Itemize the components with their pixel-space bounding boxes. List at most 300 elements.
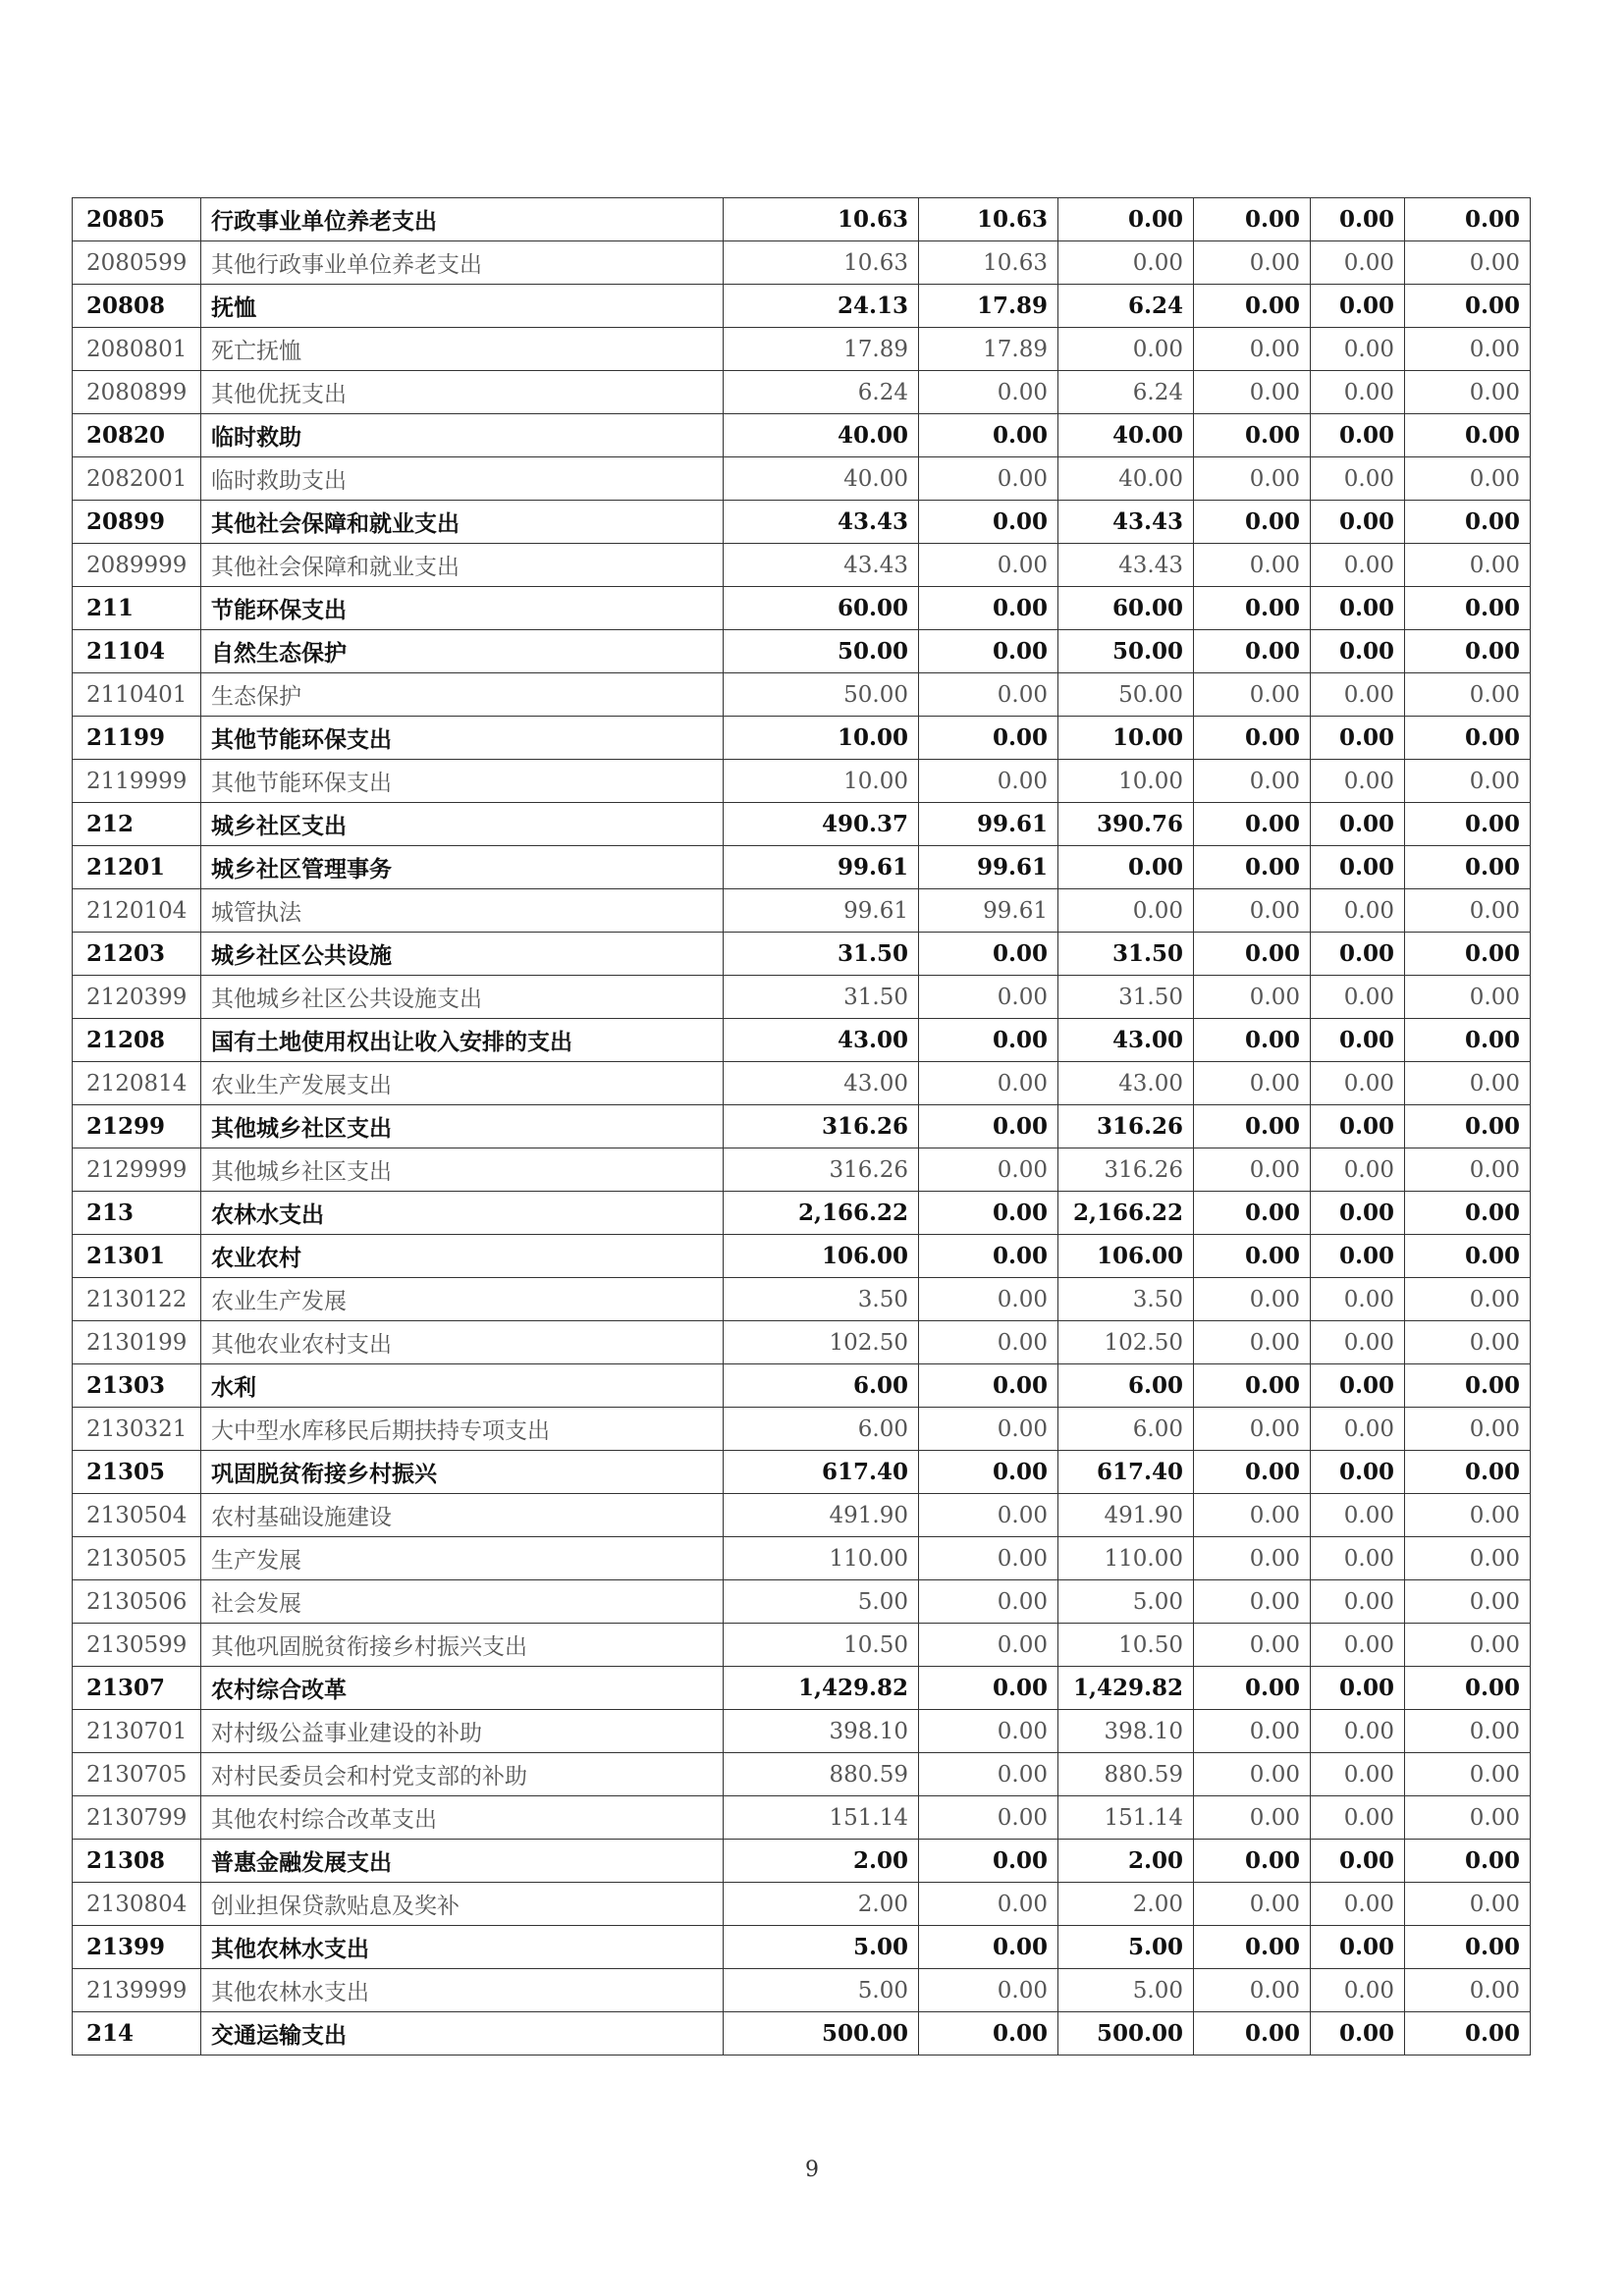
code-cell: 2130701 (73, 1710, 201, 1753)
amount-cell: 0.00 (1311, 457, 1405, 501)
amount-cell: 0.00 (1311, 328, 1405, 371)
amount-cell: 0.00 (1405, 760, 1531, 803)
amount-cell: 0.00 (1194, 457, 1311, 501)
code-cell: 2130599 (73, 1624, 201, 1667)
amount-cell: 316.26 (724, 1105, 919, 1148)
amount-cell: 40.00 (724, 457, 919, 501)
amount-cell: 0.00 (1194, 1408, 1311, 1451)
amount-cell: 0.00 (1405, 803, 1531, 846)
amount-cell: 0.00 (919, 1148, 1058, 1192)
amount-cell: 31.50 (1058, 933, 1194, 976)
table-row (73, 587, 1531, 630)
amount-cell: 0.00 (919, 1580, 1058, 1624)
amount-cell: 40.00 (1058, 414, 1194, 457)
amount-cell: 0.00 (919, 1062, 1058, 1105)
amount-cell: 0.00 (1405, 976, 1531, 1019)
amount-cell: 0.00 (1311, 1537, 1405, 1580)
amount-cell: 0.00 (1405, 1364, 1531, 1408)
amount-cell: 500.00 (1058, 2012, 1194, 2056)
table-row (73, 1235, 1531, 1278)
amount-cell: 0.00 (1311, 2012, 1405, 2056)
name-cell: 其他节能环保支出 (201, 717, 724, 760)
amount-cell: 10.00 (1058, 717, 1194, 760)
amount-cell: 6.24 (724, 371, 919, 414)
amount-cell: 151.14 (1058, 1796, 1194, 1840)
name-cell: 农林水支出 (201, 1192, 724, 1235)
name-cell: 农业生产发展支出 (201, 1062, 724, 1105)
amount-cell: 0.00 (1405, 1494, 1531, 1537)
amount-cell: 0.00 (919, 1796, 1058, 1840)
amount-cell: 398.10 (724, 1710, 919, 1753)
amount-cell: 0.00 (1194, 1451, 1311, 1494)
name-cell: 临时救助 (201, 414, 724, 457)
code-cell: 2139999 (73, 1969, 201, 2012)
table-row (73, 630, 1531, 673)
amount-cell: 0.00 (1058, 889, 1194, 933)
code-cell: 2080599 (73, 241, 201, 285)
amount-cell: 0.00 (919, 1364, 1058, 1408)
table-row (73, 198, 1531, 241)
amount-cell: 0.00 (1405, 2012, 1531, 2056)
amount-cell: 0.00 (1194, 544, 1311, 587)
code-cell: 2089999 (73, 544, 201, 587)
amount-cell: 0.00 (1311, 1494, 1405, 1537)
amount-cell: 0.00 (1405, 1192, 1531, 1235)
amount-cell: 0.00 (1194, 673, 1311, 717)
amount-cell: 0.00 (1194, 198, 1311, 241)
amount-cell: 0.00 (919, 976, 1058, 1019)
amount-cell: 500.00 (724, 2012, 919, 2056)
table-row (73, 1624, 1531, 1667)
amount-cell: 31.50 (724, 933, 919, 976)
code-cell: 2130122 (73, 1278, 201, 1321)
amount-cell: 0.00 (919, 760, 1058, 803)
amount-cell: 0.00 (1311, 1408, 1405, 1451)
amount-cell: 0.00 (1405, 1840, 1531, 1883)
amount-cell: 0.00 (1194, 1840, 1311, 1883)
amount-cell: 0.00 (1405, 414, 1531, 457)
code-cell: 213 (73, 1192, 201, 1235)
amount-cell: 0.00 (919, 414, 1058, 457)
amount-cell: 0.00 (1311, 933, 1405, 976)
amount-cell: 0.00 (919, 1408, 1058, 1451)
name-cell: 临时救助支出 (201, 457, 724, 501)
amount-cell: 0.00 (919, 1321, 1058, 1364)
amount-cell: 0.00 (1311, 285, 1405, 328)
code-cell: 2082001 (73, 457, 201, 501)
amount-cell: 5.00 (724, 1969, 919, 2012)
amount-cell: 0.00 (1405, 1062, 1531, 1105)
code-cell: 21208 (73, 1019, 201, 1062)
table-row (73, 501, 1531, 544)
amount-cell: 0.00 (1194, 501, 1311, 544)
amount-cell: 0.00 (1311, 673, 1405, 717)
amount-cell: 0.00 (1405, 241, 1531, 285)
amount-cell: 99.61 (919, 803, 1058, 846)
amount-cell: 0.00 (1405, 1883, 1531, 1926)
budget-table (72, 197, 1531, 2056)
amount-cell: 0.00 (1194, 1321, 1311, 1364)
amount-cell: 0.00 (1194, 803, 1311, 846)
amount-cell: 0.00 (1311, 1364, 1405, 1408)
amount-cell: 0.00 (1194, 328, 1311, 371)
amount-cell: 0.00 (1194, 1667, 1311, 1710)
amount-cell: 1,429.82 (1058, 1667, 1194, 1710)
amount-cell: 50.00 (724, 673, 919, 717)
name-cell: 其他巩固脱贫衔接乡村振兴支出 (201, 1624, 724, 1667)
amount-cell: 0.00 (1311, 1883, 1405, 1926)
amount-cell: 0.00 (919, 1969, 1058, 2012)
amount-cell: 2.00 (724, 1840, 919, 1883)
code-cell: 2130506 (73, 1580, 201, 1624)
amount-cell: 43.00 (1058, 1062, 1194, 1105)
amount-cell: 0.00 (1311, 1926, 1405, 1969)
table-row (73, 1494, 1531, 1537)
table-row (73, 1926, 1531, 1969)
amount-cell: 0.00 (1311, 717, 1405, 760)
name-cell: 城乡社区管理事务 (201, 846, 724, 889)
amount-cell: 3.50 (1058, 1278, 1194, 1321)
amount-cell: 0.00 (1405, 371, 1531, 414)
table-row (73, 803, 1531, 846)
amount-cell: 491.90 (1058, 1494, 1194, 1537)
amount-cell: 0.00 (1194, 1148, 1311, 1192)
amount-cell: 0.00 (1311, 1278, 1405, 1321)
name-cell: 其他优抚支出 (201, 371, 724, 414)
amount-cell: 0.00 (919, 1537, 1058, 1580)
amount-cell: 0.00 (1311, 1019, 1405, 1062)
amount-cell: 17.89 (919, 328, 1058, 371)
amount-cell: 151.14 (724, 1796, 919, 1840)
amount-cell: 17.89 (724, 328, 919, 371)
amount-cell: 10.63 (724, 241, 919, 285)
code-cell: 212 (73, 803, 201, 846)
name-cell: 其他农业农村支出 (201, 1321, 724, 1364)
amount-cell: 0.00 (1405, 1624, 1531, 1667)
amount-cell: 0.00 (1194, 1062, 1311, 1105)
table-row (73, 1148, 1531, 1192)
table-row (73, 1192, 1531, 1235)
amount-cell: 0.00 (1194, 1105, 1311, 1148)
amount-cell: 102.50 (1058, 1321, 1194, 1364)
amount-cell: 0.00 (1311, 198, 1405, 241)
amount-cell: 0.00 (1311, 241, 1405, 285)
amount-cell: 0.00 (1405, 933, 1531, 976)
code-cell: 21201 (73, 846, 201, 889)
amount-cell: 40.00 (724, 414, 919, 457)
name-cell: 水利 (201, 1364, 724, 1408)
table-row (73, 457, 1531, 501)
amount-cell: 10.50 (724, 1624, 919, 1667)
amount-cell: 10.50 (1058, 1624, 1194, 1667)
table-row (73, 1883, 1531, 1926)
code-cell: 21307 (73, 1667, 201, 1710)
name-cell: 农村综合改革 (201, 1667, 724, 1710)
table-row (73, 717, 1531, 760)
amount-cell: 316.26 (1058, 1105, 1194, 1148)
amount-cell: 40.00 (1058, 457, 1194, 501)
code-cell: 214 (73, 2012, 201, 2056)
amount-cell: 0.00 (1194, 2012, 1311, 2056)
amount-cell: 880.59 (1058, 1753, 1194, 1796)
amount-cell: 0.00 (1194, 1796, 1311, 1840)
amount-cell: 0.00 (1194, 1624, 1311, 1667)
code-cell: 2080801 (73, 328, 201, 371)
code-cell: 20808 (73, 285, 201, 328)
table-row (73, 1321, 1531, 1364)
amount-cell: 43.00 (724, 1062, 919, 1105)
code-cell: 21305 (73, 1451, 201, 1494)
name-cell: 社会发展 (201, 1580, 724, 1624)
amount-cell: 0.00 (1311, 1235, 1405, 1278)
amount-cell: 10.00 (724, 717, 919, 760)
table-body (73, 198, 1531, 2056)
table-row (73, 1278, 1531, 1321)
table-row (73, 976, 1531, 1019)
amount-cell: 0.00 (1194, 1537, 1311, 1580)
code-cell: 2130321 (73, 1408, 201, 1451)
amount-cell: 2.00 (724, 1883, 919, 1926)
amount-cell: 0.00 (1311, 846, 1405, 889)
amount-cell: 0.00 (1311, 587, 1405, 630)
amount-cell: 0.00 (1311, 1667, 1405, 1710)
amount-cell: 0.00 (1194, 1235, 1311, 1278)
table-row (73, 760, 1531, 803)
amount-cell: 0.00 (919, 1624, 1058, 1667)
amount-cell: 0.00 (1311, 1062, 1405, 1105)
name-cell: 创业担保贷款贴息及奖补 (201, 1883, 724, 1926)
amount-cell: 6.00 (1058, 1364, 1194, 1408)
name-cell: 农村基础设施建设 (201, 1494, 724, 1537)
code-cell: 21399 (73, 1926, 201, 1969)
amount-cell: 0.00 (1405, 1235, 1531, 1278)
table-row (73, 673, 1531, 717)
code-cell: 2130199 (73, 1321, 201, 1364)
name-cell: 其他城乡社区支出 (201, 1148, 724, 1192)
amount-cell: 0.00 (1405, 1408, 1531, 1451)
amount-cell: 0.00 (1311, 1969, 1405, 2012)
table-row (73, 889, 1531, 933)
amount-cell: 0.00 (1311, 1840, 1405, 1883)
code-cell: 21104 (73, 630, 201, 673)
amount-cell: 17.89 (919, 285, 1058, 328)
amount-cell: 0.00 (1311, 1192, 1405, 1235)
amount-cell: 491.90 (724, 1494, 919, 1537)
code-cell: 2120814 (73, 1062, 201, 1105)
name-cell: 抚恤 (201, 285, 724, 328)
amount-cell: 617.40 (724, 1451, 919, 1494)
table-row (73, 1753, 1531, 1796)
amount-cell: 0.00 (1405, 285, 1531, 328)
amount-cell: 0.00 (919, 1840, 1058, 1883)
amount-cell: 0.00 (919, 1883, 1058, 1926)
name-cell: 对村级公益事业建设的补助 (201, 1710, 724, 1753)
amount-cell: 0.00 (1405, 889, 1531, 933)
amount-cell: 0.00 (1311, 1753, 1405, 1796)
table-row (73, 1969, 1531, 2012)
amount-cell: 0.00 (919, 1753, 1058, 1796)
code-cell: 20820 (73, 414, 201, 457)
amount-cell: 0.00 (919, 1235, 1058, 1278)
amount-cell: 0.00 (1311, 414, 1405, 457)
amount-cell: 0.00 (1405, 1710, 1531, 1753)
table-row (73, 1796, 1531, 1840)
amount-cell: 5.00 (724, 1580, 919, 1624)
name-cell: 其他社会保障和就业支出 (201, 544, 724, 587)
amount-cell: 106.00 (1058, 1235, 1194, 1278)
amount-cell: 43.43 (1058, 501, 1194, 544)
code-cell: 2130504 (73, 1494, 201, 1537)
amount-cell: 0.00 (1058, 241, 1194, 285)
amount-cell: 0.00 (919, 1710, 1058, 1753)
amount-cell: 0.00 (1405, 1105, 1531, 1148)
amount-cell: 0.00 (1405, 1667, 1531, 1710)
amount-cell: 102.50 (724, 1321, 919, 1364)
amount-cell: 6.24 (1058, 285, 1194, 328)
amount-cell: 0.00 (1405, 457, 1531, 501)
amount-cell: 0.00 (1405, 1451, 1531, 1494)
name-cell: 行政事业单位养老支出 (201, 198, 724, 241)
amount-cell: 6.24 (1058, 371, 1194, 414)
amount-cell: 0.00 (919, 1019, 1058, 1062)
table-row (73, 1408, 1531, 1451)
code-cell: 2130804 (73, 1883, 201, 1926)
amount-cell: 0.00 (1194, 285, 1311, 328)
amount-cell: 6.00 (724, 1408, 919, 1451)
code-cell: 2120399 (73, 976, 201, 1019)
amount-cell: 0.00 (1405, 717, 1531, 760)
table-row (73, 544, 1531, 587)
name-cell: 其他节能环保支出 (201, 760, 724, 803)
amount-cell: 43.43 (724, 501, 919, 544)
name-cell: 农业生产发展 (201, 1278, 724, 1321)
amount-cell: 0.00 (919, 1105, 1058, 1148)
amount-cell: 316.26 (1058, 1148, 1194, 1192)
name-cell: 对村民委员会和村党支部的补助 (201, 1753, 724, 1796)
page-number: 9 (805, 2158, 819, 2182)
amount-cell: 99.61 (919, 889, 1058, 933)
amount-cell: 0.00 (1311, 1624, 1405, 1667)
amount-cell: 0.00 (1194, 976, 1311, 1019)
amount-cell: 0.00 (919, 630, 1058, 673)
amount-cell: 0.00 (919, 371, 1058, 414)
name-cell: 其他农村综合改革支出 (201, 1796, 724, 1840)
amount-cell: 0.00 (1405, 1278, 1531, 1321)
amount-cell: 0.00 (1311, 1580, 1405, 1624)
table-row (73, 2012, 1531, 2056)
amount-cell: 2,166.22 (724, 1192, 919, 1235)
amount-cell: 0.00 (1194, 1278, 1311, 1321)
amount-cell: 0.00 (919, 1667, 1058, 1710)
amount-cell: 50.00 (1058, 630, 1194, 673)
table-row (73, 1840, 1531, 1883)
code-cell: 2130799 (73, 1796, 201, 1840)
table-row (73, 285, 1531, 328)
amount-cell: 99.61 (724, 846, 919, 889)
amount-cell: 0.00 (1194, 933, 1311, 976)
amount-cell: 2.00 (1058, 1840, 1194, 1883)
code-cell: 21299 (73, 1105, 201, 1148)
name-cell: 城乡社区支出 (201, 803, 724, 846)
amount-cell: 0.00 (1194, 1494, 1311, 1537)
amount-cell: 5.00 (1058, 1580, 1194, 1624)
amount-cell: 31.50 (724, 976, 919, 1019)
amount-cell: 0.00 (1194, 1883, 1311, 1926)
amount-cell: 390.76 (1058, 803, 1194, 846)
amount-cell: 0.00 (919, 587, 1058, 630)
name-cell: 其他社会保障和就业支出 (201, 501, 724, 544)
amount-cell: 0.00 (1405, 1148, 1531, 1192)
code-cell: 21199 (73, 717, 201, 760)
name-cell: 死亡抚恤 (201, 328, 724, 371)
amount-cell: 10.63 (919, 241, 1058, 285)
code-cell: 20805 (73, 198, 201, 241)
amount-cell: 398.10 (1058, 1710, 1194, 1753)
amount-cell: 5.00 (724, 1926, 919, 1969)
code-cell: 211 (73, 587, 201, 630)
name-cell: 交通运输支出 (201, 2012, 724, 2056)
amount-cell: 0.00 (1405, 630, 1531, 673)
amount-cell: 316.26 (724, 1148, 919, 1192)
amount-cell: 0.00 (919, 673, 1058, 717)
table-row (73, 846, 1531, 889)
code-cell: 21308 (73, 1840, 201, 1883)
name-cell: 普惠金融发展支出 (201, 1840, 724, 1883)
name-cell: 节能环保支出 (201, 587, 724, 630)
amount-cell: 10.00 (1058, 760, 1194, 803)
amount-cell: 0.00 (919, 1494, 1058, 1537)
amount-cell: 0.00 (1194, 1364, 1311, 1408)
amount-cell: 99.61 (919, 846, 1058, 889)
amount-cell: 43.43 (724, 544, 919, 587)
name-cell: 生产发展 (201, 1537, 724, 1580)
amount-cell: 0.00 (1405, 1753, 1531, 1796)
amount-cell: 0.00 (1194, 846, 1311, 889)
amount-cell: 490.37 (724, 803, 919, 846)
amount-cell: 0.00 (919, 1926, 1058, 1969)
name-cell: 其他城乡社区公共设施支出 (201, 976, 724, 1019)
amount-cell: 2.00 (1058, 1883, 1194, 1926)
amount-cell: 0.00 (1194, 1019, 1311, 1062)
amount-cell: 24.13 (724, 285, 919, 328)
code-cell: 2129999 (73, 1148, 201, 1192)
amount-cell: 0.00 (1311, 630, 1405, 673)
code-cell: 21203 (73, 933, 201, 976)
amount-cell: 0.00 (1058, 328, 1194, 371)
amount-cell: 43.43 (1058, 544, 1194, 587)
amount-cell: 6.00 (1058, 1408, 1194, 1451)
table-row (73, 1451, 1531, 1494)
amount-cell: 0.00 (1405, 1321, 1531, 1364)
amount-cell: 0.00 (1194, 241, 1311, 285)
amount-cell: 0.00 (1311, 760, 1405, 803)
amount-cell: 0.00 (1311, 1321, 1405, 1364)
amount-cell: 0.00 (1405, 846, 1531, 889)
amount-cell: 0.00 (1405, 501, 1531, 544)
amount-cell: 43.00 (1058, 1019, 1194, 1062)
name-cell: 生态保护 (201, 673, 724, 717)
amount-cell: 0.00 (1194, 1192, 1311, 1235)
amount-cell: 0.00 (1194, 760, 1311, 803)
table-row (73, 933, 1531, 976)
code-cell: 2120104 (73, 889, 201, 933)
amount-cell: 0.00 (1194, 630, 1311, 673)
code-cell: 2080899 (73, 371, 201, 414)
amount-cell: 0.00 (1405, 1969, 1531, 2012)
amount-cell: 0.00 (1405, 1019, 1531, 1062)
amount-cell: 0.00 (1405, 587, 1531, 630)
table-row (73, 1580, 1531, 1624)
